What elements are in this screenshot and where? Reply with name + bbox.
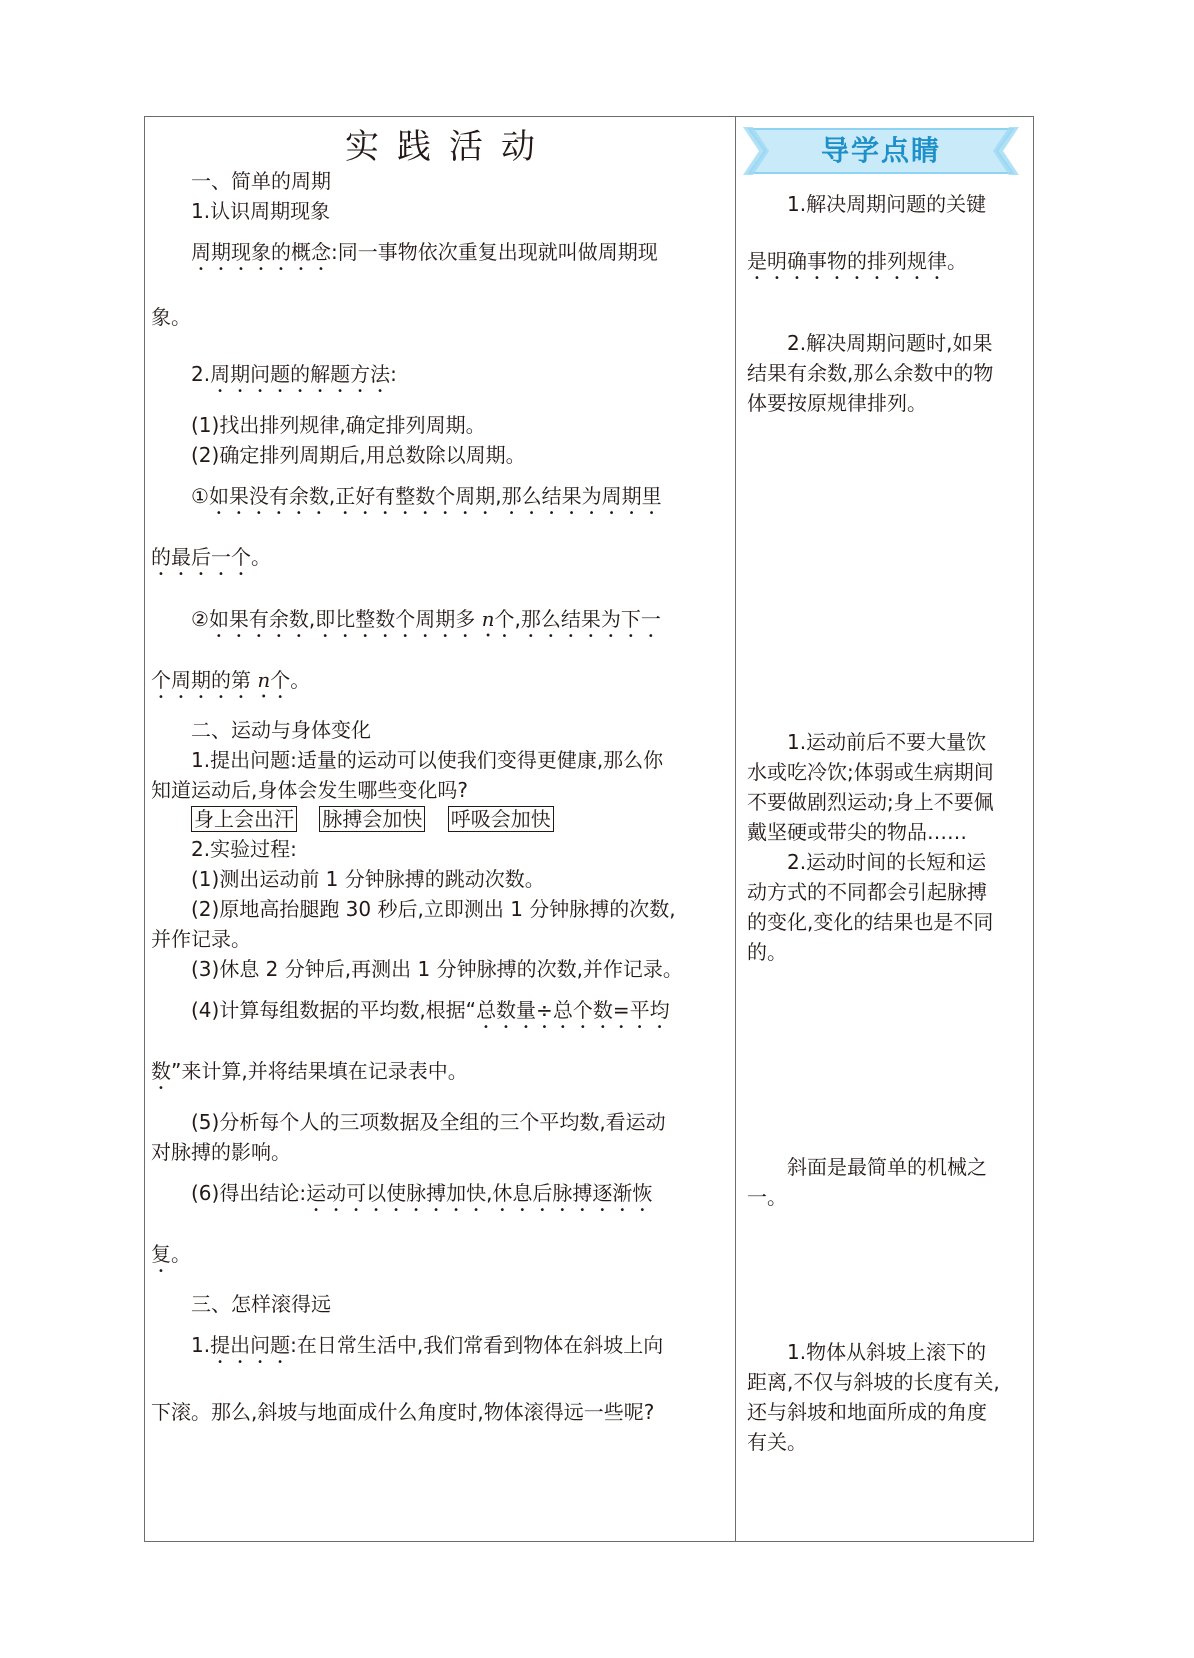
experiment-step-4b (151, 1058, 468, 1094)
section-3-question-a (191, 1332, 663, 1368)
case-2-text: 如果有余数,即比整数个周期多 (208, 607, 476, 631)
definition-text: :同一事物依次重复出现就叫做周期现 (331, 240, 658, 264)
note-3a: 1.运动前后不要大量饮 (787, 730, 987, 754)
note-4d: 的。 (747, 940, 787, 964)
case-2-n2: n (257, 668, 271, 692)
note-1b (747, 248, 967, 284)
column-divider (735, 117, 736, 1541)
definition-term: 周期现象的概念 (191, 240, 331, 264)
note-6b: 距离,不仅与斜坡的长度有关, (747, 1370, 1000, 1394)
experiment-heading: 2.实验过程: (191, 837, 297, 861)
step-6-label: (6)得出结论: (191, 1181, 307, 1205)
guide-banner-title: 导学点睛 (820, 134, 941, 167)
case-1-marker: ① (191, 484, 209, 508)
page-title: 实践活动 (345, 127, 553, 167)
s3-text: :在日常生活中,我们常看到物体在斜坡上向 (290, 1333, 664, 1357)
experiment-step-5a: (5)分析每个人的三项数据及全组的三个平均数,看运动 (191, 1110, 666, 1134)
note-1a: 1.解决周期问题的关键 (787, 192, 987, 216)
experiment-step-4a (191, 997, 670, 1033)
case-2-end-a: 个周期的第 (151, 668, 251, 692)
definition-end: 象。 (151, 305, 191, 329)
sub2-number: 2. (191, 362, 211, 386)
section-2-question-a: 1.提出问题:适量的运动可以使我们变得更健康,那么你 (191, 748, 664, 772)
note-2b: 结果有余数,那么余数中的物 (747, 361, 994, 385)
step-4-text: (4)计算每组数据的平均数,根据“ (191, 998, 477, 1022)
note-6d: 有关。 (747, 1430, 807, 1454)
periodic-definition (191, 239, 658, 275)
case-2-marker: ② (191, 607, 209, 631)
method-step-1: (1)找出排列规律,确定排列周期。 (191, 413, 486, 437)
note-5b: 一。 (747, 1185, 787, 1209)
note-3d: 戴坚硬或带尖的物品…… (747, 820, 967, 844)
step-6-conclusion: 运动可以使脉搏加快,休息后脉搏逐渐恢 (306, 1181, 653, 1205)
s3-label: 提出问题 (210, 1333, 291, 1357)
note-5a: 斜面是最简单的机械之 (787, 1155, 987, 1179)
experiment-step-2a: (2)原地高抬腿跑 30 秒后,立即测出 1 分钟脉搏的次数, (191, 897, 676, 921)
section-1-sub1: 1.认识周期现象 (191, 199, 331, 223)
s3-number: 1. (191, 1333, 211, 1357)
experiment-step-6b (151, 1241, 191, 1277)
experiment-step-2b: 并作记录。 (151, 927, 251, 951)
note-4c: 的变化,变化的结果也是不同 (747, 910, 994, 934)
note-4b: 动方式的不同都会引起脉搏 (747, 880, 987, 904)
case-2-n: n (481, 607, 495, 631)
case-2-end (151, 667, 310, 703)
section-3-heading: 三、怎样滚得远 (191, 1292, 331, 1316)
experiment-step-5b: 对脉搏的影响。 (151, 1140, 291, 1164)
case-2-text-b: 个,那么结果为下一 (494, 607, 661, 631)
note-3c: 不要做剧烈运动;身上不要佩 (747, 790, 994, 814)
answer-boxes (191, 806, 554, 832)
answer-box-pulse: 脉搏会加快 (319, 806, 425, 832)
note-6c: 还与斜坡和地面所成的角度 (747, 1400, 987, 1424)
step-6-end: 复。 (151, 1242, 191, 1266)
case-1-text: 如果没有余数,正好有整数个周期,那么结果为周期里 (208, 484, 662, 508)
case-2 (191, 606, 661, 642)
section-2-heading: 二、运动与身体变化 (191, 718, 371, 742)
note-4a: 2.运动时间的长短和运 (787, 850, 987, 874)
case-2-end-b: 个。 (270, 668, 311, 692)
experiment-step-6a (191, 1180, 652, 1216)
step-4-text-end: ”来计算,并将结果填在记录表中。 (171, 1059, 468, 1083)
note-2a: 2.解决周期问题时,如果 (787, 331, 993, 355)
section-1-sub2 (191, 361, 397, 397)
experiment-step-1: (1)测出运动前 1 分钟脉搏的跳动次数。 (191, 867, 545, 891)
case-1 (191, 483, 662, 519)
method-step-2: (2)确定排列周期后,用总数除以周期。 (191, 443, 526, 467)
note-2c: 体要按原规律排列。 (747, 391, 927, 415)
case-1-end (151, 544, 271, 580)
experiment-step-3: (3)休息 2 分钟后,再测出 1 分钟脉搏的次数,并作记录。 (191, 957, 683, 981)
note-6a: 1.物体从斜坡上滚下的 (787, 1340, 987, 1364)
answer-box-sweat: 身上会出汗 (191, 806, 297, 832)
section-2-question-b: 知道运动后,身体会发生哪些变化吗? (151, 778, 468, 802)
answer-box-breath: 呼吸会加快 (448, 806, 554, 832)
sub2-text: 周期问题的解题方法: (210, 362, 397, 386)
case-1-end-text: 的最后一个。 (151, 545, 271, 569)
section-3-question-b: 下滚。那么,斜坡与地面成什么角度时,物体滚得远一些呢? (151, 1400, 655, 1424)
lesson-table (144, 116, 1034, 1542)
step-4-formula-end: 数 (151, 1059, 171, 1083)
step-4-formula: 总数量÷总个数=平均 (476, 998, 670, 1022)
note-3b: 水或吃冷饮;体弱或生病期间 (747, 760, 994, 784)
section-1-heading: 一、简单的周期 (191, 169, 331, 193)
note-1b-text: 是明确事物的排列规律。 (747, 249, 967, 273)
